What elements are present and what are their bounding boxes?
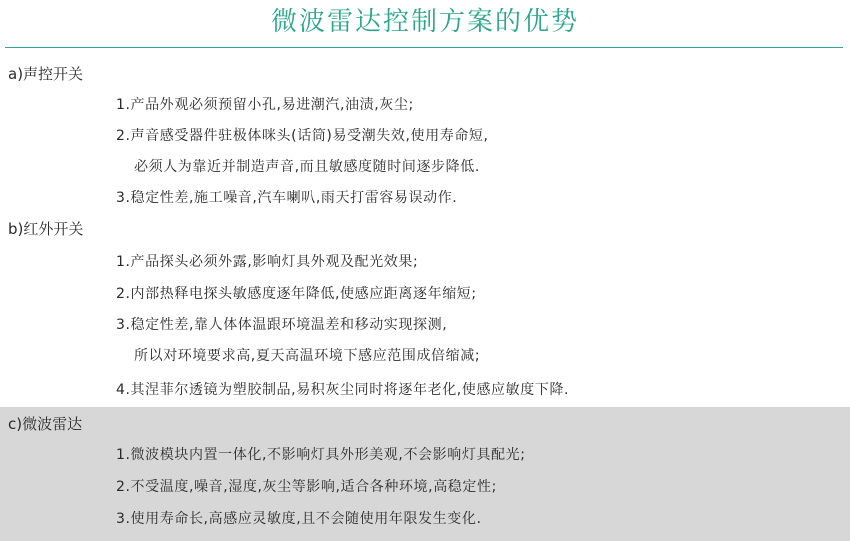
title-divider bbox=[5, 47, 843, 48]
section-a-item-1: 1.产品外观必须预留小孔,易进潮汽,油渍,灰尘; bbox=[116, 97, 414, 113]
section-b-item-3-cont: 所以对环境要求高,夏天高温环境下感应范围成倍缩减; bbox=[134, 348, 481, 364]
section-c-label: c)微波雷达 bbox=[8, 415, 83, 433]
page-title: 微波雷达控制方案的优势 bbox=[270, 7, 579, 37]
section-b-label: b)红外开关 bbox=[8, 220, 84, 238]
section-a-label: a)声控开关 bbox=[8, 65, 84, 83]
section-b-item-4: 4.其涅菲尔透镜为塑胶制品,易积灰尘同时将逐年老化,使感应敏度下降. bbox=[116, 382, 570, 398]
section-b-item-1: 1.产品探头必须外露,影响灯具外观及配光效果; bbox=[116, 254, 419, 270]
section-c-item-1: 1.微波模块内置一体化,不影响灯具外形美观,不会影响灯具配光; bbox=[116, 447, 526, 463]
section-a-item-3: 3.稳定性差,施工噪音,汽车喇叭,雨天打雷容易误动作. bbox=[116, 190, 458, 206]
section-b-item-2: 2.内部热释电探头敏感度逐年降低,使感应距离逐年缩短; bbox=[116, 286, 477, 302]
section-c-item-2: 2.不受温度,噪音,湿度,灰尘等影响,适合各种环境,高稳定性; bbox=[116, 479, 497, 495]
section-b-item-3: 3.稳定性差,靠人体体温跟环境温差和移动实现探测, bbox=[116, 317, 448, 333]
section-a-item-2: 2.声音感受器件驻极体咪头(话筒)易受潮失效,使用寿命短, bbox=[116, 128, 489, 144]
section-c-item-3: 3.使用寿命长,高感应灵敏度,且不会随使用年限发生变化. bbox=[116, 511, 482, 527]
section-a-item-2-cont: 必须人为靠近并制造声音,而且敏感度随时间逐步降低. bbox=[134, 159, 480, 175]
